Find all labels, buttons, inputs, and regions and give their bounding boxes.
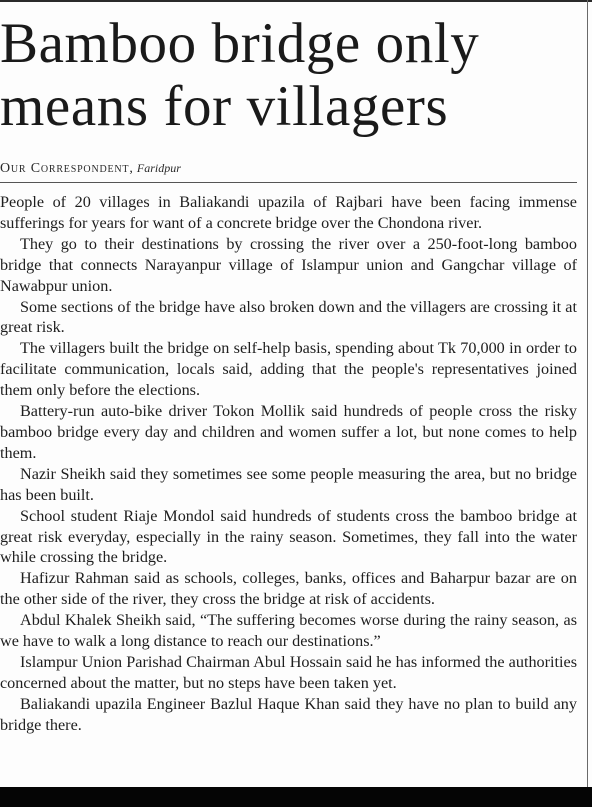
byline-correspondent: Our Correspondent, [0,161,134,176]
article-paragraph: Some sections of the bridge have also broken down and the villagers are crossing it at great risk. [0,297,577,337]
article-body [0,192,577,736]
article-paragraph: Abdul Khalek Sheikh said, “The suffering becomes worse during the rainy season, as we have to walk a long distance to reach our destinations.” [0,611,577,651]
article-paragraph: Nazir Sheikh said they sometimes see some people measuring the area, but no bridge has been built. [0,464,577,504]
article-paragraph: People of 20 villages in Baliakandi upazila of Rajbari have been facing immense sufferings for years for want of a concrete bridge over the Chondona river. [0,193,577,232]
article-paragraph: The villagers built the bridge on self-help basis, spending about Tk 70,000 in order to facilitate communication, locals said, adding that the people's representatives joined them only before the elections. [0,339,577,400]
article-paragraph: Islampur Union Parishad Chairman Abul Hossain said he has informed the authorities concerned about the matter, but no steps have been taken yet. [0,652,577,692]
byline-location: Faridpur [136,161,181,175]
bottom-bar [0,787,592,807]
article-paragraph: They go to their destinations by crossing the river over a 250-foot-long bamboo bridge that connects Narayanpur village of Islampur union and Gangchar village of Nawabpur union. [0,234,577,295]
article-paragraph: Baliakandi upazila Engineer Bazlul Haque Khan said they have no plan to build any bridge there. [0,694,577,734]
top-rule [0,0,592,2]
headline: Bamboo bridge only means for villagers [0,12,480,138]
byline [0,160,181,177]
article-paragraph: Battery-run auto-bike driver Tokon Mollik said hundreds of people cross the risky bamboo bridge every day and children and women suffer a lot, but none comes to help them. [0,402,577,462]
article-paragraph: Hafizur Rahman said as schools, colleges, banks, offices and Baharpur bazar are on the other side of the river, they cross the bridge at risk of accidents. [0,569,577,609]
byline-rule [0,182,577,183]
article-paragraph: School student Riaje Mondol said hundreds of students cross the bamboo bridge at great risk everyday, especially in the rainy season. Sometimes, they fall into the water while crossing the bridge. [0,506,577,567]
